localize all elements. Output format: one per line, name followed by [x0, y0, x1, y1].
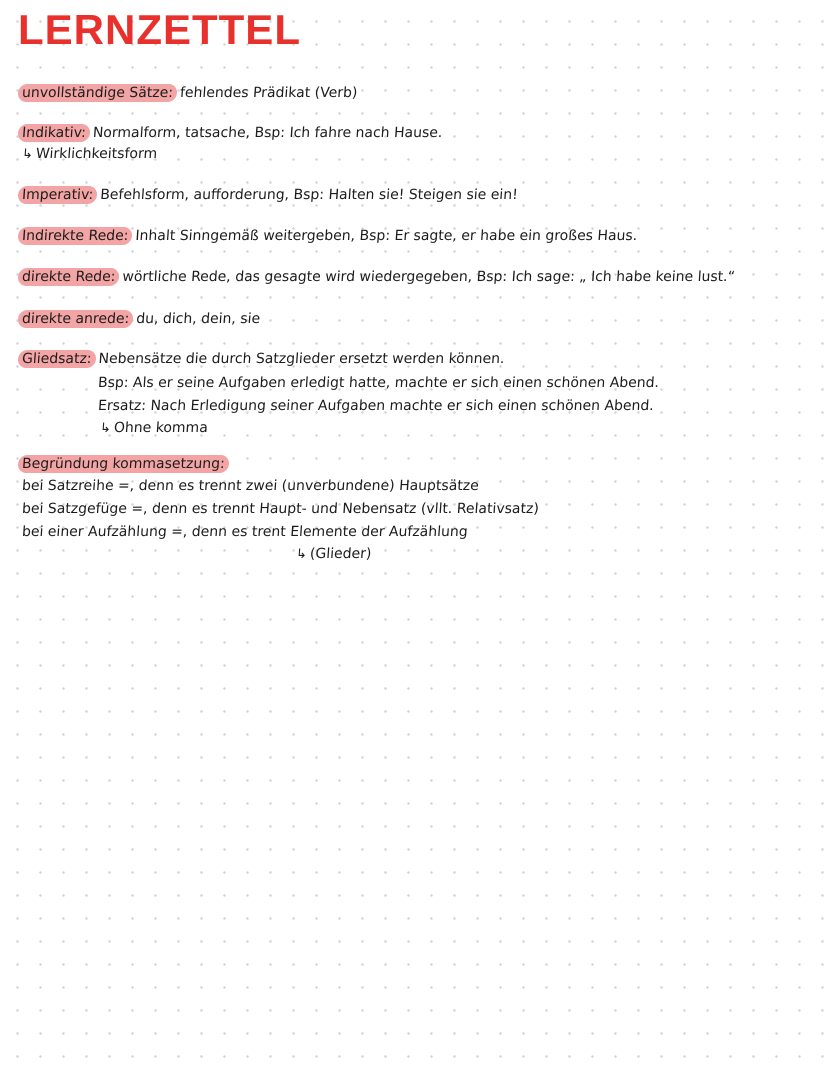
entry-direkte-anrede	[17, 310, 260, 328]
begruendung-line-3: bei einer Aufzählung =, denn es trent Elemente der Aufzählung	[21, 524, 469, 540]
entry-indirekte-rede	[17, 227, 637, 245]
entry-begruendung	[17, 455, 232, 473]
note-text: Ohne komma	[113, 420, 209, 436]
definition-text: Normalform, tatsache, Bsp: Ich fahre nach Hause.	[92, 125, 443, 141]
note-text: (Glieder)	[309, 546, 372, 562]
begruendung-note	[295, 545, 372, 564]
definition-text: du, dich, dein, sie	[135, 311, 261, 327]
term-highlight: Begründung kommasetzung:	[17, 455, 229, 473]
begruendung-line-2: bei Satzgefüge =, denn es trennt Haupt- und Nebensatz (vllt. Relativsatz)	[21, 501, 540, 517]
sub-text: Wirklichkeitsform	[35, 146, 158, 162]
term-highlight: Gliedsatz:	[17, 350, 96, 368]
begruendung-line-1: bei Satzreihe =, denn es trennt zwei (unverbundene) Hauptsätze	[21, 478, 480, 494]
definition-text: wörtliche Rede, das gesagte wird wiedergegeben, Bsp: Ich sage: „ Ich habe keine lust.“	[121, 269, 736, 285]
entry-imperativ	[17, 186, 518, 204]
term-highlight: unvollständige Sätze:	[17, 84, 177, 102]
term-highlight: direkte anrede:	[17, 310, 133, 328]
page-title: LERNZETTEL	[18, 6, 301, 53]
entry-gliedsatz	[17, 350, 505, 368]
term-highlight: Imperativ:	[17, 186, 97, 204]
entry-indikativ-sub	[21, 145, 157, 164]
gliedsatz-note	[99, 419, 208, 438]
gliedsatz-replacement: Ersatz: Nach Erledigung seiner Aufgaben machte er sich einen schönen Abend.	[97, 398, 655, 414]
definition-text: fehlendes Prädikat (Verb)	[179, 85, 358, 101]
definition-text: Inhalt Sinngemäß weitergeben, Bsp: Er sagte, er habe ein großes Haus.	[134, 228, 638, 244]
entry-direkte-rede	[17, 268, 735, 286]
arrow-icon: ↳	[295, 547, 308, 562]
arrow-icon: ↳	[99, 421, 112, 436]
entry-indikativ	[17, 124, 443, 142]
term-highlight: Indirekte Rede:	[17, 227, 133, 245]
arrow-icon: ↳	[21, 147, 34, 162]
definition-text: Nebensätze die durch Satzglieder ersetzt werden können.	[98, 351, 506, 367]
term-highlight: direkte Rede:	[17, 268, 120, 286]
definition-text: Befehlsform, aufforderung, Bsp: Halten sie! Steigen sie ein!	[99, 187, 519, 203]
gliedsatz-example: Bsp: Als er seine Aufgaben erledigt hatte, machte er sich einen schönen Abend.	[97, 375, 660, 391]
term-highlight: Indikativ:	[17, 124, 90, 142]
entry-unvollstaendige-saetze	[17, 84, 358, 102]
